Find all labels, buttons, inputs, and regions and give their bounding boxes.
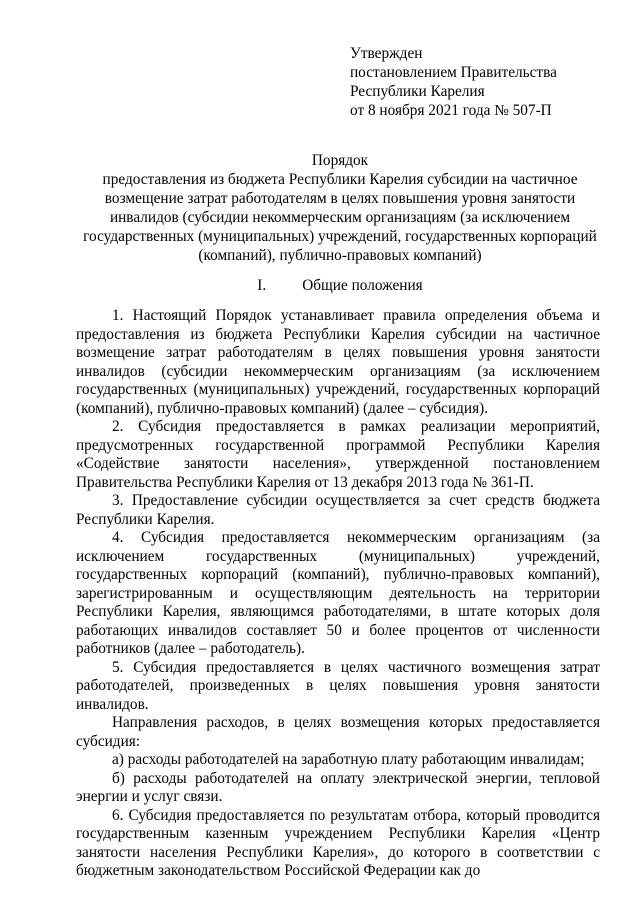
paragraph: 2. Субсидия предоставляется в рамках реализации мероприятий, предусмотренных государственной программой Республики Карелия «Содействие занятости населения», утвержденной постановлением Правительства Республики Карелия от 13 декабря 2013 года № 361-П. (76, 418, 600, 491)
paragraph: Направления расходов, в целях возмещения которых предоставляется субсидия: (76, 714, 600, 750)
title-line: возмещение затрат работодателям в целях повышения уровня занятости (104, 190, 576, 207)
section-number: I. (257, 277, 267, 294)
title-line: государственных (муниципальных) учреждений, государственных корпораций (83, 228, 597, 245)
paragraph: 5. Субсидия предоставляется в целях частичного возмещения затрат работодателей, произведенных в целях повышения уровня занятости инвалидов. (76, 658, 600, 713)
section-heading (70, 276, 610, 295)
document-title (70, 151, 610, 265)
paragraph: 3. Предоставление субсидии осуществляется за счет средств бюджета Республики Карелия. (76, 492, 600, 528)
paragraph: 4. Субсидия предоставляется некоммерческим организациям (за исключением государственных (муниципальных) учреждений, государственных корпораций (компаний), публично-правовых компаний), зарегистрированным и осуществляющим деятельность на территории Республики Карелия, являющимся работодателями, в штате которых доля работающих инвалидов составляет 50 и более процентов от численности работников (далее – работодатель). (76, 529, 600, 657)
approval-stamp (350, 44, 557, 120)
title-line: предоставления из бюджета Республики Карелия субсидии на частичное (102, 171, 578, 188)
document-body (76, 307, 600, 881)
paragraph: а) расходы работодателей на заработную плату работающим инвалидам; (112, 751, 585, 768)
approval-line: постановлением Правительства (350, 64, 557, 81)
title-line: инвалидов (субсидии некоммерческим организациям (за исключением (109, 209, 571, 226)
section-title: Общие положения (302, 277, 423, 294)
approval-line: Республики Карелия (350, 83, 485, 100)
paragraph: 1. Настоящий Порядок устанавливает правила определения объема и предоставления из бюджета Республики Карелия субсидии на частичное возмещение затрат работодателям в целях повышения уровня занятости инвалидов (субсидии некоммерческим организациям (за исключением государственных (муниципальных) учреждений, государственных корпораций (компаний), публично-правовых компаний) (далее – субсидия). (76, 307, 600, 417)
approval-line: от 8 ноября 2021 года № 507-П (350, 102, 552, 119)
paragraph: б) расходы работодателей на оплату электрической энергии, тепловой энергии и услуг связи. (76, 769, 600, 805)
title-heading: Порядок (311, 152, 369, 169)
title-line: (компаний), публично-правовых компаний) (198, 247, 482, 264)
approval-line: Утвержден (350, 45, 423, 62)
paragraph: 6. Субсидия предоставляется по результатам отбора, который проводится государственным казенным учреждением Республики Карелия «Центр занятости населения Республики Карелия», до которого в соответствии с бюджетным законодательством Российской Федерации как до (76, 806, 600, 879)
